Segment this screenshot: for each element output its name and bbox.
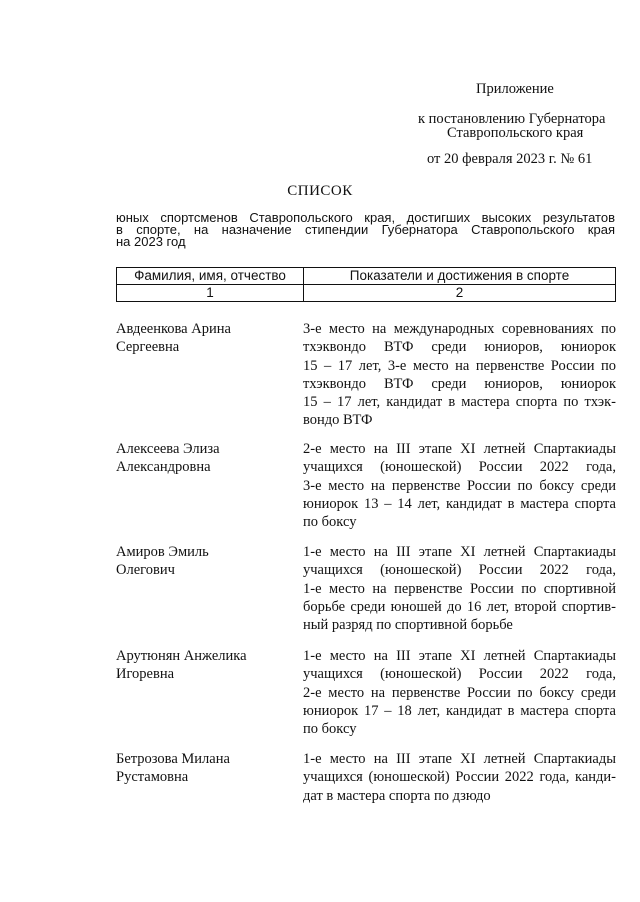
athlete-achievements: 3-е место на международных соревнованиях по тхэквондо ВТФ среди юниоров, юниорок 15 – 17 лет, 3-е место на первенстве России по тхэквондо ВТФ среди юниоров, юниорок 15 – 17 лет, кандидат в мастера спорта по тхэк- вондо ВТФ: [303, 321, 616, 429]
list-header-table: [116, 267, 616, 302]
subtitle-line: в спорте, на назначение стипендии Губернатора Ставропольского края: [116, 222, 615, 237]
column-number-2: 2: [304, 285, 616, 302]
athlete-achievements: 1-е место на III этапе XI летней Спартакиады учащихся (юношеской) России 2022 года, канди- дат в мастера спорта по дзюдо: [303, 751, 616, 804]
appendix-to-line2: Ставропольского края: [447, 125, 584, 141]
athlete-name: Авдеенкова Арина Сергеевна: [116, 321, 231, 356]
appendix-to-line1: к постановлению Губернатора: [418, 111, 606, 127]
athlete-achievements: 2-е место на III этапе XI летней Спартакиады учащихся (юношеской) России 2022 года, 3-е место на первенстве России по боксу среди юниорок 13 – 14 лет, кандидат в мастера спорта по боксу: [303, 441, 616, 531]
appendix-date: от 20 февраля 2023 г. № 61: [427, 151, 593, 167]
athlete-name: Амиров Эмиль Олегович: [116, 544, 209, 579]
column-number-1: 1: [117, 285, 304, 302]
subtitle-line: юных спортсменов Ставропольского края, достигших высоких результатов: [116, 210, 615, 225]
document-title: СПИСОК: [287, 183, 353, 199]
subtitle-line: на 2023 год: [116, 234, 186, 249]
column-header-name: Фамилия, имя, отчество: [117, 268, 304, 285]
athlete-name: Алексеева Элиза Александровна: [116, 441, 220, 476]
athlete-achievements: 1-е место на III этапе XI летней Спартакиады учащихся (юношеской) России 2022 года, 2-е место на первенстве России по боксу среди юниорок 17 – 18 лет, кандидат в мастера спорта по боксу: [303, 648, 616, 738]
column-header-achievements: Показатели и достижения в спорте: [304, 268, 616, 285]
athlete-achievements: 1-е место на III этапе XI летней Спартакиады учащихся (юношеской) России 2022 года, 1-е место на первенстве России по спортивной борьбе среди юношей до 16 лет, второй спортив- ный разряд по спортивной борьбе: [303, 544, 616, 634]
athlete-name: Бетрозова Милана Рустамовна: [116, 751, 230, 786]
athlete-name: Арутюнян Анжелика Игоревна: [116, 648, 247, 683]
appendix-label: Приложение: [476, 81, 554, 97]
document-subtitle: [116, 212, 615, 248]
